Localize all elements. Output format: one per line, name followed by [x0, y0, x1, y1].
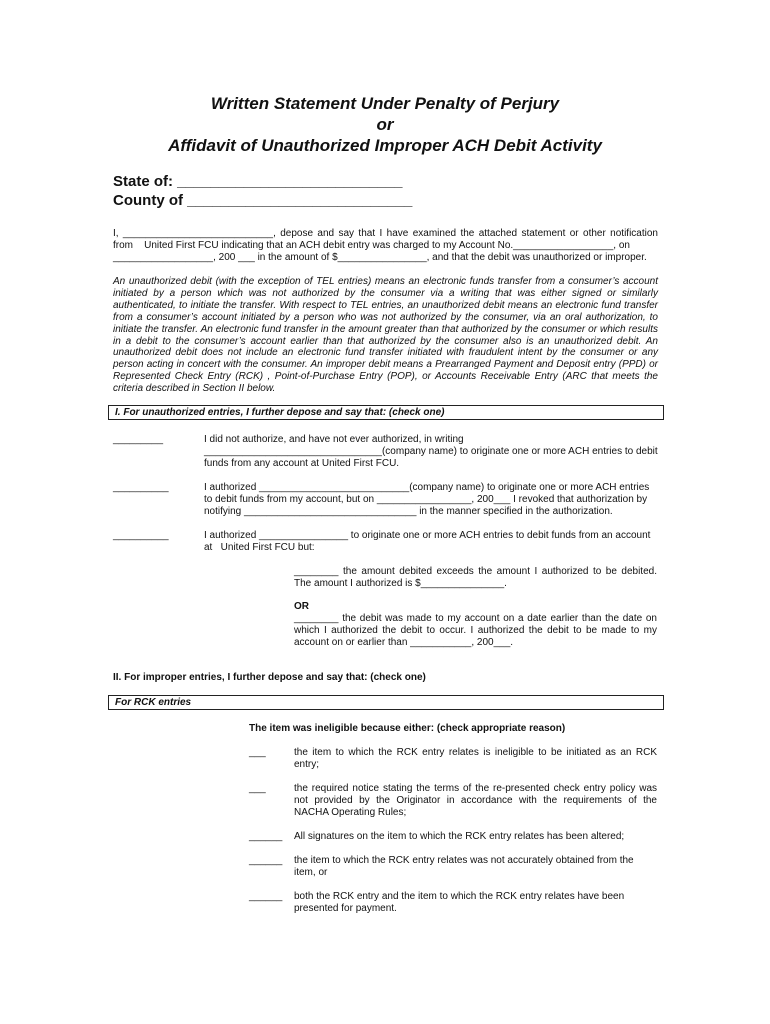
- definition-paragraph: An unauthorized debit (with the exception of TEL entries) means an electronic funds transfer from a consumer’s account initiated by a person which was not authorized by the consumer via a writing that was either signed or similarly authenticated, to initiate the transfer. With respect to TEL entries, an unauthorized debit means an electronic fund transfer from a consumer’s account initiated by a person who was not authorized by the consumer, via an oral authorization, to initiate the transfer. An electronic fund transfer in the amount greater than that authorized by the consumer or which results in a debit to the consumer’s account earlier than that authorized by the consumer also is an unauthorized debit. An unauthorized debit does not include an electronic fund transfer initiated with fraudulent intent by the consumer or any person acting in concert with the consumer. An improper debit means a Prearranged Payment and Deposit entry (PPD) or Represented Check Entry (RCK) , Point-of-Purchase Entry (POP), or Accounts Receivable Entry (ARC that meets the criteria described in Section II below.: [113, 276, 658, 395]
- reason-2-line-2: not provided by the Originator in accordance with the requirements of the: [294, 795, 657, 806]
- rck-entries-box: For RCK entries: [108, 695, 664, 710]
- section-1-header: I. For unauthorized entries, I further depose and say that: (check one): [108, 405, 664, 420]
- intro-line-3: __________________, 200 ___ in the amount of $________________, and that the debit was unauthorized or improper.: [113, 252, 647, 263]
- checkbox-blank-2[interactable]: __________: [113, 482, 169, 493]
- ineligible-header: The item was ineligible because either: (check appropriate reason): [249, 723, 566, 734]
- reason-5-line-2: presented for payment.: [294, 903, 397, 914]
- reason-blank-2[interactable]: ___: [249, 783, 266, 794]
- reason-blank-5[interactable]: ______: [249, 891, 283, 902]
- item-3-line-2: at United First FCU but:: [204, 542, 315, 553]
- or-label: OR: [294, 601, 309, 612]
- checkbox-blank-1[interactable]: _________: [113, 434, 164, 445]
- county-field: County of ___________________________: [113, 192, 413, 209]
- item-2-line-3: notifying _______________________________ in the manner specified in the authorization.: [204, 506, 613, 517]
- reason-4-line-1: the item to which the RCK entry relates was not accurately obtained from the: [294, 855, 634, 866]
- reason-4-line-2: item, or: [294, 867, 328, 878]
- title-line-3: Affidavit of Unauthorized Improper ACH Debit Activity: [168, 136, 602, 155]
- reason-1-line-2: entry;: [294, 759, 320, 770]
- sub-option-b-line-1: ________ the debit was made to my account on a date earlier than the date on: [294, 613, 657, 624]
- section-2-header: II. For improper entries, I further depose and say that: (check one): [113, 672, 426, 683]
- sub-option-a-line-2: The amount I authorized is $_______________.: [294, 578, 507, 589]
- item-1-line-3: funds from any account at United First FCU.: [204, 458, 400, 469]
- reason-3-line-1: All signatures on the item to which the RCK entry relates has been altered;: [294, 831, 625, 842]
- item-3-line-1: I authorized ________________ to originate one or more ACH entries to debit funds from an account: [204, 530, 651, 541]
- sub-option-b-line-2: which I authorized the debit to occur. I authorized the debit to be made to my: [294, 625, 657, 636]
- sub-option-a-line-1: ________ the amount debited exceeds the amount I authorized to be debited.: [294, 566, 657, 577]
- item-2-line-2: to debit funds from my account, but on _________________, 200___ I revoked that authorization by: [204, 494, 648, 505]
- reason-blank-3[interactable]: ______: [249, 831, 283, 842]
- intro-line-1: I, ___________________________, depose and say that I have examined the attached statement or other notification: [113, 228, 658, 239]
- reason-5-line-1: both the RCK entry and the item to which the RCK entry relates have been: [294, 891, 625, 902]
- reason-1-line-1: the item to which the RCK entry relates is ineligible to be initiated as an RCK: [294, 747, 657, 758]
- item-1-line-2: ________________________________(company name) to originate one or more ACH entries to debit: [204, 446, 658, 457]
- reason-blank-1[interactable]: ___: [249, 747, 266, 758]
- title-line-1: Written Statement Under Penalty of Perjury: [210, 94, 560, 113]
- sub-option-b-line-3: account on or earlier than ___________, 200___.: [294, 637, 514, 648]
- item-2-line-1: I authorized ___________________________(company name) to originate one or more ACH entries: [204, 482, 650, 493]
- checkbox-blank-3[interactable]: __________: [113, 530, 169, 541]
- reason-2-line-1: the required notice stating the terms of the re-presented check entry policy was: [294, 783, 657, 794]
- reason-2-line-3: NACHA Operating Rules;: [294, 807, 407, 818]
- reason-blank-4[interactable]: ______: [249, 855, 283, 866]
- state-field: State of: ___________________________: [113, 173, 403, 190]
- title-line-2: or: [376, 115, 394, 134]
- intro-line-2: from United First FCU indicating that an ACH debit entry was charged to my Account No.__________________, on: [113, 240, 630, 251]
- item-1-line-1: I did not authorize, and have not ever authorized, in writing: [204, 434, 464, 445]
